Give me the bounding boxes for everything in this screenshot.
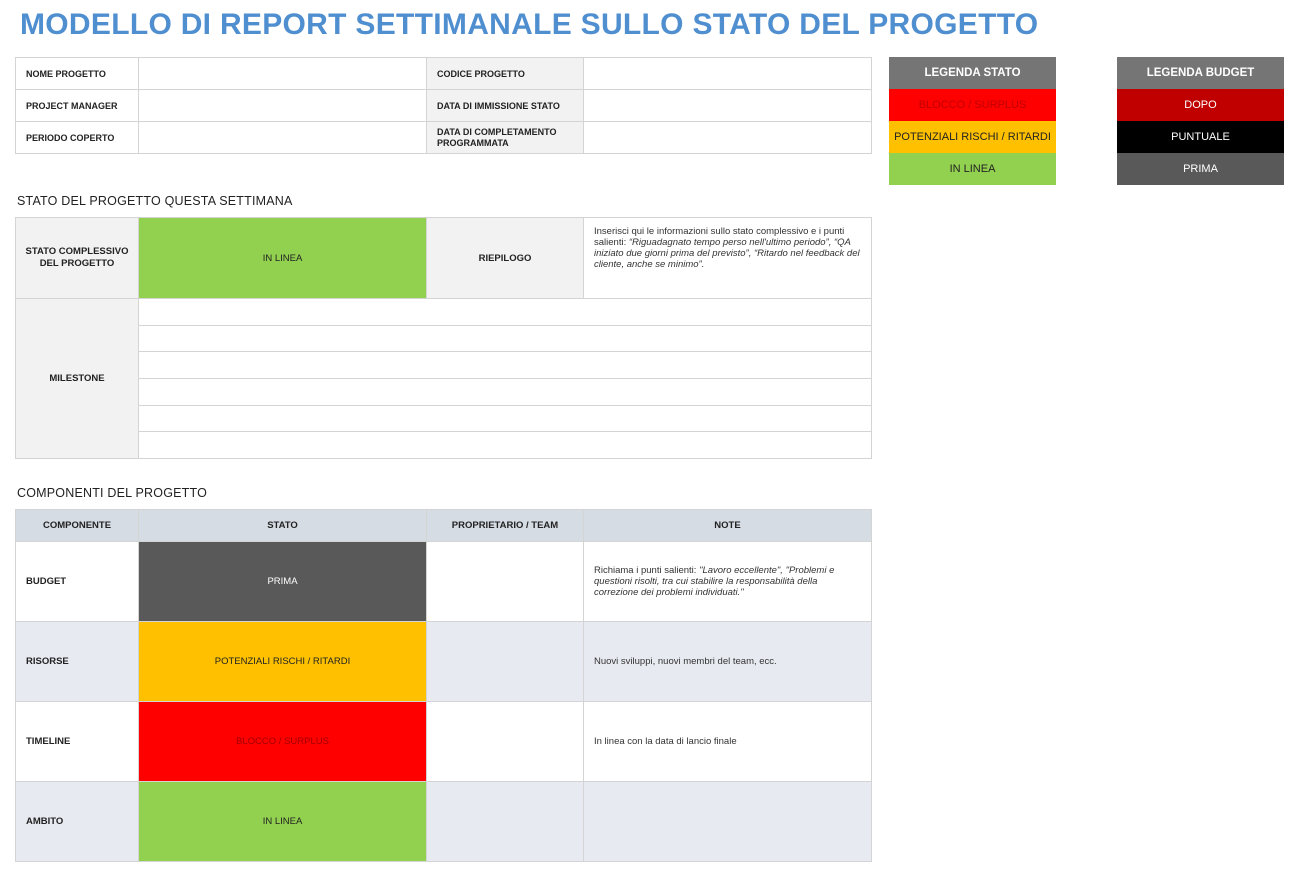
milestone-row[interactable] xyxy=(139,299,872,326)
budget-note-intro: Richiama i punti salienti: xyxy=(594,565,700,576)
scope-status[interactable]: IN LINEA xyxy=(139,782,427,862)
period-label: PERIODO COPERTO xyxy=(16,122,139,154)
budget-legend-header: LEGENDA BUDGET xyxy=(1117,57,1284,89)
column-header-owner: PROPRIETARIO / TEAM xyxy=(427,510,584,542)
milestone-label: MILESTONE xyxy=(16,299,139,459)
scope-note[interactable] xyxy=(584,782,872,862)
milestone-row[interactable] xyxy=(139,325,872,352)
status-legend xyxy=(889,57,1056,185)
project-info-table xyxy=(15,57,872,154)
column-header-component: COMPONENTE xyxy=(16,510,139,542)
table-row xyxy=(16,702,872,782)
budget-status[interactable]: PRIMA xyxy=(139,542,427,622)
resources-owner[interactable] xyxy=(427,622,584,702)
table-row xyxy=(16,782,872,862)
project-manager-label: PROJECT MANAGER xyxy=(16,90,139,122)
column-header-notes: NOTE xyxy=(584,510,872,542)
budget-owner[interactable] xyxy=(427,542,584,622)
component-resources: RISORSE xyxy=(16,622,139,702)
budget-note-quote: "Lavoro eccellente", "Problemi e questioni risolti, tra cui stabilire la responsabilità della correzione dei problemi individuati." xyxy=(594,565,835,598)
legend-budget-after: DOPO xyxy=(1117,89,1284,121)
resources-status[interactable]: POTENZIALI RISCHI / RITARDI xyxy=(139,622,427,702)
table-row xyxy=(16,542,872,622)
status-date-label: DATA DI IMMISSIONE STATO xyxy=(427,90,584,122)
page-title: MODELLO DI REPORT SETTIMANALE SULLO STATO DEL PROGETTO xyxy=(20,8,1039,41)
legend-status-on-track: IN LINEA xyxy=(889,153,1056,185)
status-date-field[interactable] xyxy=(584,90,872,122)
milestone-row[interactable] xyxy=(139,432,872,459)
components-section-heading: COMPONENTI DEL PROGETTO xyxy=(17,486,208,500)
component-budget: BUDGET xyxy=(16,542,139,622)
project-code-label: CODICE PROGETTO xyxy=(427,58,584,90)
milestone-row[interactable] xyxy=(139,405,872,432)
legend-budget-on-time: PUNTUALE xyxy=(1117,121,1284,153)
summary-quote: “Riguadagnato tempo perso nell'ultimo periodo”, “QA iniziato due giorni prima del previsto”, “Ritardo nel feedback del cliente, anche se minimo”. xyxy=(594,237,860,270)
legend-status-risks: POTENZIALI RISCHI / RITARDI xyxy=(889,121,1056,153)
resources-note[interactable]: Nuovi sviluppi, nuovi membri del team, ecc. xyxy=(584,622,872,702)
overall-status-label: STATO COMPLESSIVO DEL PROGETTO xyxy=(16,218,139,299)
component-timeline: TIMELINE xyxy=(16,702,139,782)
overall-status-value[interactable]: IN LINEA xyxy=(139,218,427,299)
period-field[interactable] xyxy=(139,122,427,154)
timeline-note[interactable]: In linea con la data di lancio finale xyxy=(584,702,872,782)
column-header-status: STATO xyxy=(139,510,427,542)
completion-date-field[interactable] xyxy=(584,122,872,154)
timeline-status[interactable]: BLOCCO / SURPLUS xyxy=(139,702,427,782)
budget-note[interactable] xyxy=(584,542,872,622)
table-row xyxy=(16,622,872,702)
components-table xyxy=(15,509,872,862)
project-name-field[interactable] xyxy=(139,58,427,90)
project-code-field[interactable] xyxy=(584,58,872,90)
milestone-row[interactable] xyxy=(139,352,872,379)
summary-label: RIEPILOGO xyxy=(427,218,584,299)
project-manager-field[interactable] xyxy=(139,90,427,122)
budget-legend xyxy=(1117,57,1284,185)
completion-date-label: DATA DI COMPLETAMENTO PROGRAMMATA xyxy=(427,122,584,154)
timeline-owner[interactable] xyxy=(427,702,584,782)
project-name-label: NOME PROGETTO xyxy=(16,58,139,90)
status-legend-header: LEGENDA STATO xyxy=(889,57,1056,89)
milestone-row[interactable] xyxy=(139,379,872,406)
summary-intro: Inserisci qui le informazioni sullo stato complessivo e i punti salienti: xyxy=(594,226,845,248)
legend-status-blocked: BLOCCO / SURPLUS xyxy=(889,89,1056,121)
component-scope: AMBITO xyxy=(16,782,139,862)
summary-text[interactable] xyxy=(584,218,872,299)
legend-budget-before: PRIMA xyxy=(1117,153,1284,185)
scope-owner[interactable] xyxy=(427,782,584,862)
status-section-heading: STATO DEL PROGETTO QUESTA SETTIMANA xyxy=(17,194,293,208)
status-table xyxy=(15,217,872,459)
